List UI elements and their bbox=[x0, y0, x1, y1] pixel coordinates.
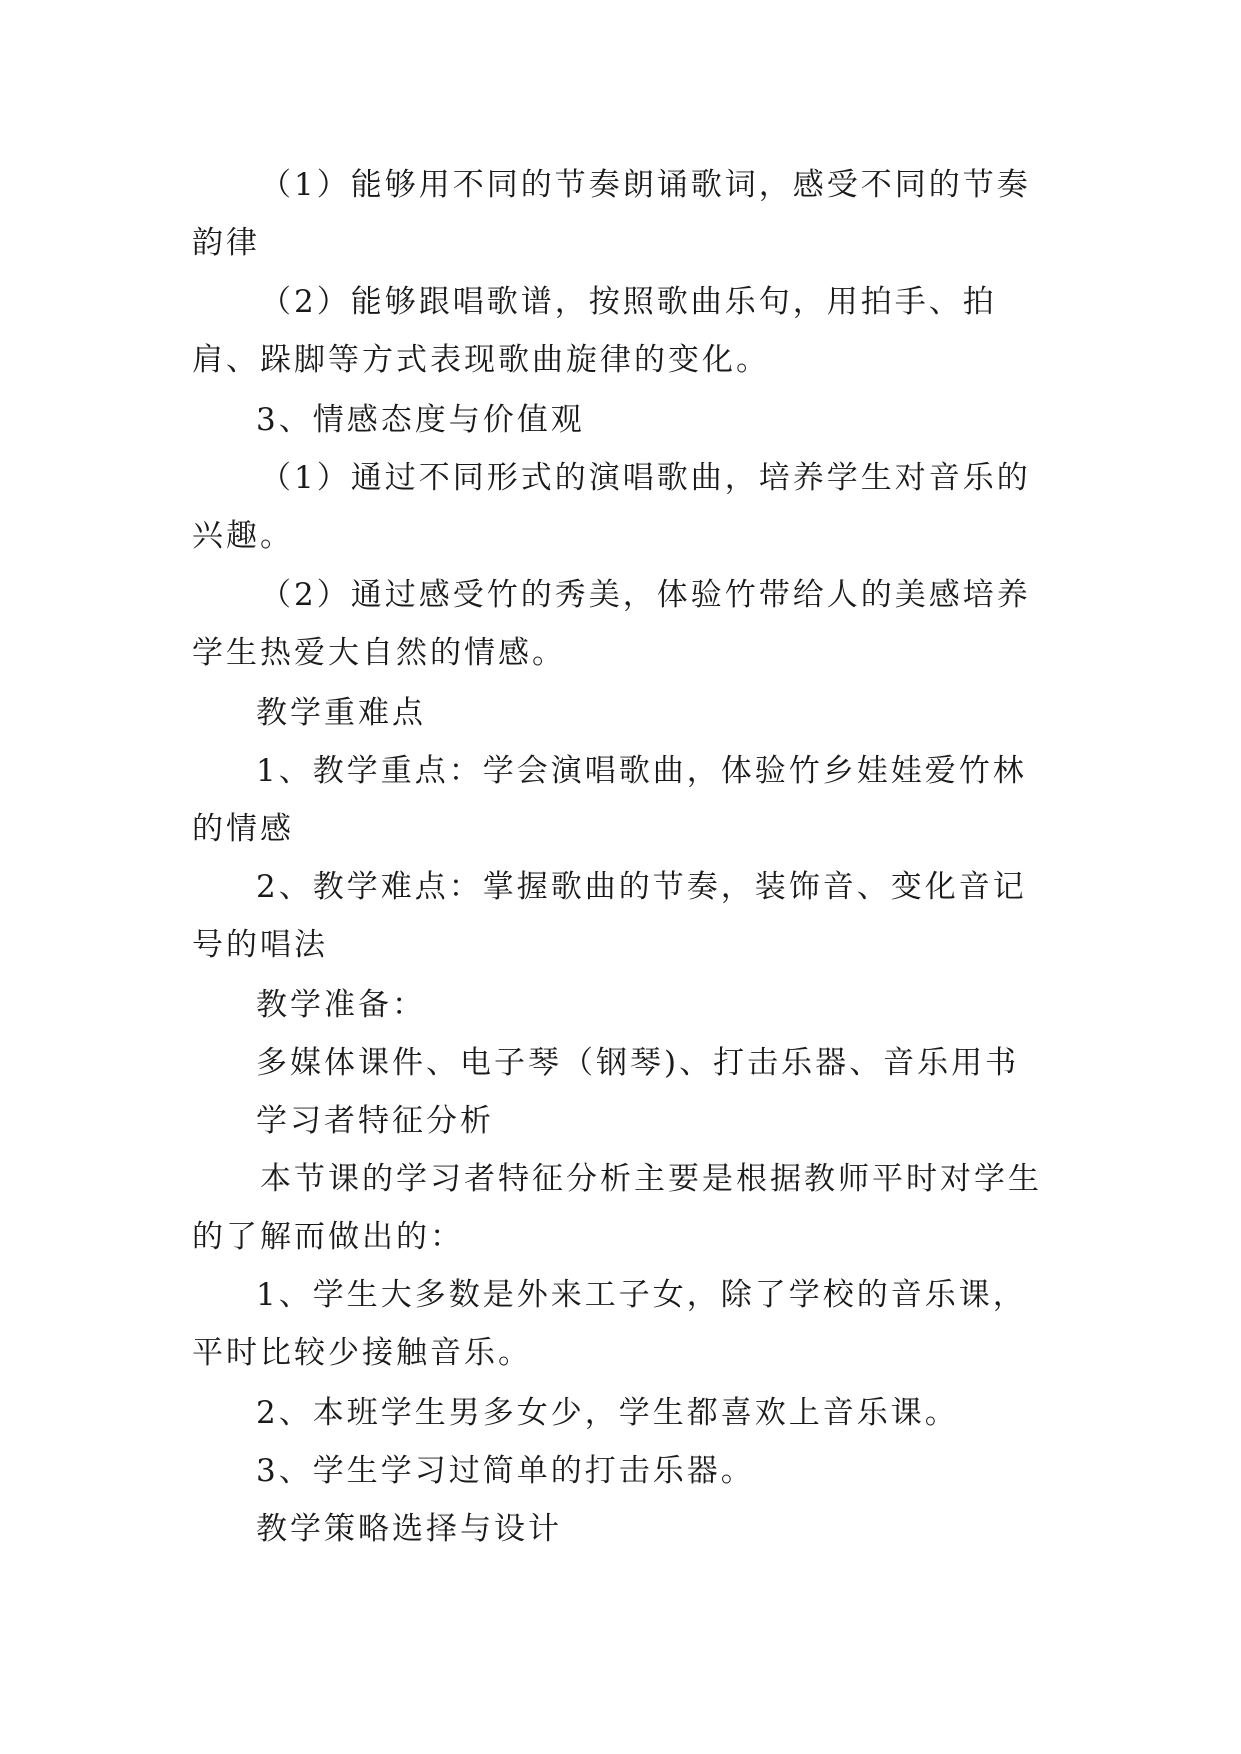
paragraph-preparation-items: 多媒体课件、电子琴（钢琴)、打击乐器、音乐用书 bbox=[256, 1045, 1020, 1081]
section-heading-key-points: 教学重难点 bbox=[256, 695, 426, 731]
paragraph-difficult-point: 2、教学难点：掌握歌曲的节奏，装饰音、变化音记号的唱法 bbox=[192, 869, 1027, 963]
paragraph-objective-singing: （2）能够跟唱歌谱，按照歌曲乐句，用拍手、拍肩、跺脚等方式表现歌曲旋律的变化。 bbox=[192, 284, 997, 378]
paragraph-emotion-interest: （1）通过不同形式的演唱歌曲，培养学生对音乐的兴趣。 bbox=[192, 460, 1031, 554]
section-heading-learner-analysis: 学习者特征分析 bbox=[256, 1103, 494, 1139]
paragraph-key-point: 1、教学重点：学会演唱歌曲，体验竹乡娃娃爱竹林的情感 bbox=[192, 753, 1027, 847]
section-heading-strategy: 教学策略选择与设计 bbox=[256, 1511, 562, 1547]
section-heading-emotion-attitude: 3、情感态度与价值观 bbox=[256, 402, 585, 438]
paragraph-objective-rhythm: （1）能够用不同的节奏朗诵歌词，感受不同的节奏韵律 bbox=[192, 167, 1031, 261]
paragraph-learner-intro: 本节课的学习者特征分析主要是根据教师平时对学生的了解而做出的： bbox=[192, 1161, 1042, 1255]
section-heading-preparation: 教学准备： bbox=[256, 987, 426, 1023]
paragraph-learner-point-2: 2、本班学生男多女少，学生都喜欢上音乐课。 bbox=[256, 1395, 959, 1431]
paragraph-learner-point-1: 1、学生大多数是外来工子女，除了学校的音乐课，平时比较少接触音乐。 bbox=[192, 1277, 1027, 1371]
paragraph-emotion-nature: （2）通过感受竹的秀美，体验竹带给人的美感培养学生热爱大自然的情感。 bbox=[192, 577, 1031, 671]
paragraph-learner-point-3: 3、学生学习过简单的打击乐器。 bbox=[256, 1453, 755, 1489]
